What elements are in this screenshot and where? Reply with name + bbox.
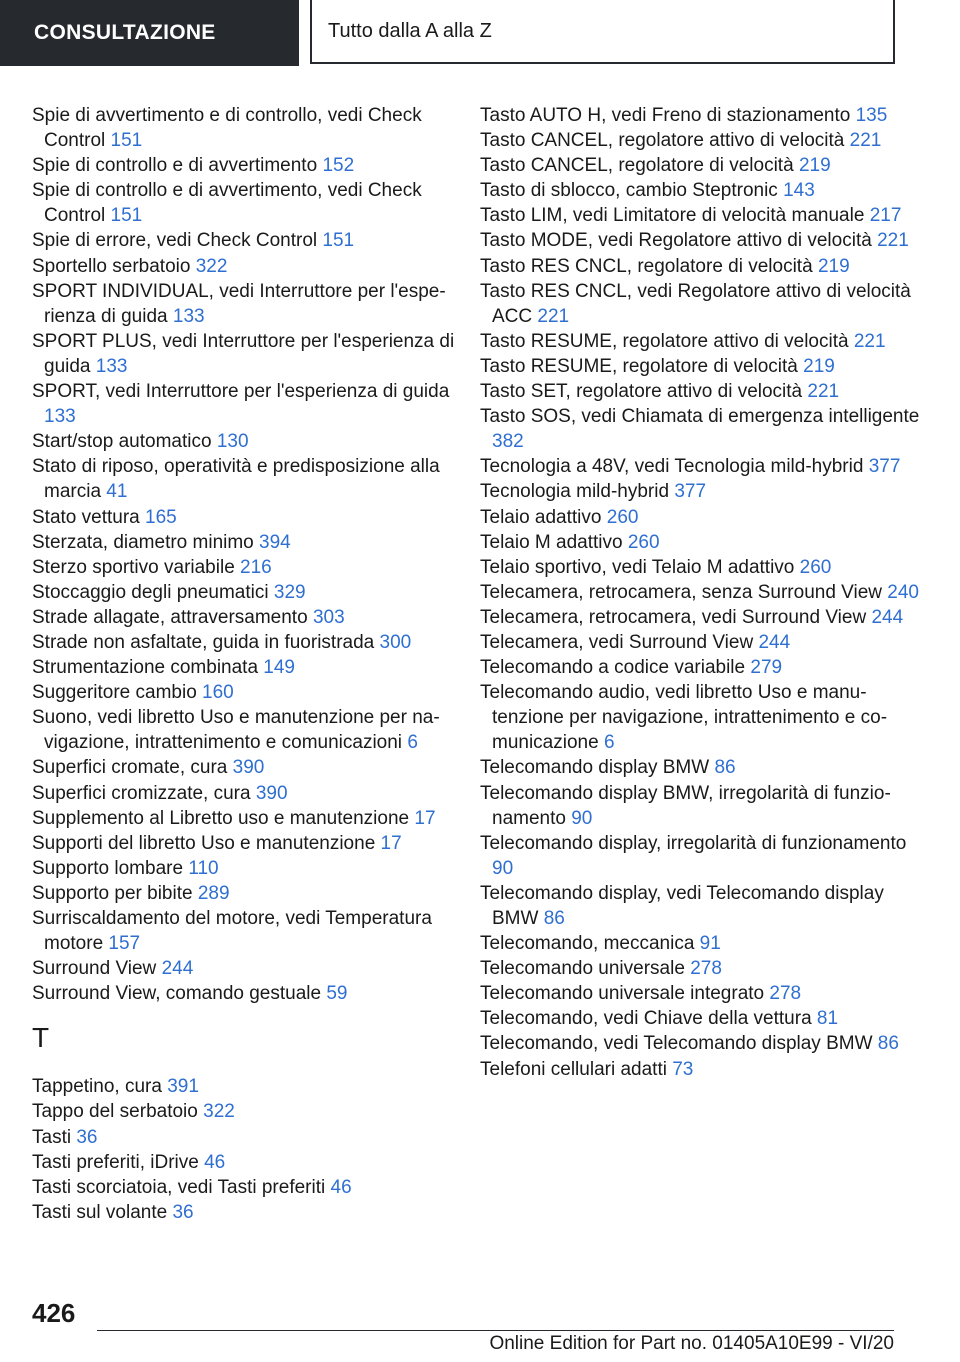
entry-page-link[interactable]: 390	[255, 782, 288, 804]
entry-term: Start/stop automatico	[32, 431, 212, 453]
entry-page-link[interactable]: 322	[203, 1101, 235, 1123]
entry-term: Stato di riposo, operatività e predisposizione alla marcia	[32, 456, 440, 503]
entry-term: Tasto RES CNCL, vedi Regolatore attivo di velocità ACC	[480, 280, 911, 327]
index-entry	[480, 1006, 920, 1031]
index-entry	[32, 655, 457, 680]
index-entry	[32, 505, 457, 530]
entry-page-link[interactable]: 86	[543, 908, 565, 929]
index-entry	[480, 505, 920, 530]
entry-term: Strumentazione combinata	[32, 657, 259, 679]
index-entry	[480, 1057, 920, 1082]
entry-page-link[interactable]: 300	[379, 631, 412, 653]
entry-page-link[interactable]: 221	[853, 330, 886, 352]
index-entry	[32, 254, 457, 279]
entry-term: Stato vettura	[32, 506, 140, 528]
entry-term: Telecomando display BMW	[480, 757, 710, 779]
entry-term: Tecnologia mild-hybrid	[480, 481, 670, 503]
entry-term: Tasto SET, regolatore attivo di velocità	[480, 381, 803, 403]
index-entry	[480, 755, 920, 780]
index-entry	[480, 228, 920, 253]
section-tab: CONSULTAZIONE	[0, 0, 299, 66]
index-entry	[480, 178, 920, 203]
entry-term: Supporto lombare	[32, 857, 184, 879]
entry-term: Tasto LIM, vedi Limitatore di velocità manuale	[480, 205, 865, 227]
entry-term: Tappo del serbatoio	[32, 1101, 198, 1123]
entry-page-link[interactable]: 217	[869, 205, 902, 227]
entry-term: Telaio sportivo, vedi Telaio M adattivo	[480, 556, 795, 578]
entry-page-link[interactable]: 260	[606, 506, 639, 528]
index-entry	[480, 128, 920, 153]
entry-term: Telecomando display BMW, irregolarità di funzionamento	[480, 782, 891, 829]
entry-page-link[interactable]: 152	[322, 155, 355, 177]
index-entry	[32, 630, 457, 655]
index-entry	[480, 655, 920, 680]
entry-page-link[interactable]: 6	[603, 732, 615, 754]
entry-page-link[interactable]: 221	[537, 305, 570, 327]
entry-term: Tasto RESUME, regolatore di velocità	[480, 355, 798, 377]
entry-page-link[interactable]: 133	[172, 305, 205, 327]
index-entry	[480, 203, 920, 228]
entry-page-link[interactable]: 46	[204, 1151, 226, 1173]
entry-term: Telecomando, vedi Chiave della vettura	[480, 1008, 812, 1030]
index-entry	[32, 1099, 457, 1124]
index-entry	[480, 153, 920, 178]
entry-term: Telecomando audio, vedi libretto Uso e manutenzione per navigazione, intrattenimento e comunicazione	[480, 682, 888, 754]
entry-page-link[interactable]: 130	[216, 431, 249, 453]
entry-term: Tasto RES CNCL, regolatore di velocità	[480, 255, 813, 277]
index-entry	[32, 956, 457, 981]
entry-page-link[interactable]: 91	[699, 933, 721, 955]
entry-term: Tecnologia a 48V, vedi Tecnologia mild-hybrid	[480, 456, 864, 478]
entry-page-link[interactable]: 151	[110, 130, 143, 152]
chapter-title: Tutto dalla A alla Z	[310, 0, 895, 64]
entry-term: Telaio adattivo	[480, 506, 602, 528]
index-entry	[32, 981, 457, 1006]
entry-page-link[interactable]: 221	[849, 130, 882, 152]
entry-page-link[interactable]: 36	[76, 1126, 98, 1148]
entry-page-link[interactable]: 219	[798, 155, 831, 177]
index-entry	[32, 1150, 457, 1175]
entry-page-link[interactable]: 86	[877, 1033, 899, 1055]
entry-term: Spie di controllo e di avvertimento	[32, 155, 318, 177]
entry-page-link[interactable]: 17	[380, 832, 402, 854]
index-entry	[32, 555, 457, 580]
entry-page-link[interactable]: 59	[326, 983, 348, 1005]
entry-page-link[interactable]: 86	[714, 757, 736, 779]
entry-term: Stoccaggio degli pneumatici	[32, 581, 269, 603]
entry-page-link[interactable]: 81	[816, 1008, 839, 1030]
entry-term: Supporto per bibite	[32, 882, 193, 904]
index-entry	[480, 981, 920, 1006]
entry-term: Telaio M adattivo	[480, 531, 623, 553]
index-list-s	[32, 103, 457, 1006]
entry-term: Surround View, comando gestuale	[32, 983, 322, 1005]
index-entry	[32, 605, 457, 630]
entry-page-link[interactable]: 133	[95, 355, 128, 377]
index-entry	[480, 454, 920, 479]
entry-page-link[interactable]: 90	[492, 857, 514, 879]
entry-term: Telecamera, retrocamera, senza Surround View	[480, 581, 883, 603]
footer-divider	[97, 1330, 894, 1331]
index-entry	[32, 429, 457, 454]
entry-page-link[interactable]: 221	[807, 381, 840, 403]
entry-term: Strade allagate, attraversamento	[32, 606, 308, 628]
index-entry	[480, 379, 920, 404]
entry-page-link[interactable]: 278	[769, 983, 802, 1005]
index-entry	[480, 103, 920, 128]
index-entry	[480, 555, 920, 580]
index-entry	[480, 605, 920, 630]
entry-term: Sportello serbatoio	[32, 255, 191, 277]
entry-page-link[interactable]: 303	[312, 606, 345, 628]
index-entry	[32, 705, 457, 755]
index-entry	[32, 153, 457, 178]
index-entry	[480, 956, 920, 981]
index-entry	[480, 254, 920, 279]
index-entry	[32, 856, 457, 881]
entry-page-link[interactable]: 244	[871, 606, 904, 628]
entry-term: Tasti	[32, 1126, 72, 1148]
entry-term: Surround View	[32, 958, 157, 980]
entry-page-link[interactable]: 73	[672, 1058, 694, 1080]
entry-term: Suono, vedi libretto Uso e manutenzione per navigazione, intrattenimento e comunicazioni	[32, 707, 440, 754]
index-entry	[32, 530, 457, 555]
index-entry	[32, 580, 457, 605]
entry-page-link[interactable]: 240	[887, 581, 919, 603]
entry-page-link[interactable]: 90	[571, 807, 593, 829]
entry-term: Tasto di sblocco, cambio Steptronic	[480, 180, 778, 202]
entry-term: Tasto CANCEL, regolatore di velocità	[480, 155, 794, 177]
index-entry	[32, 379, 457, 429]
entry-page-link[interactable]: 244	[161, 958, 194, 980]
entry-page-link[interactable]: 322	[195, 255, 228, 277]
index-entry	[32, 228, 457, 253]
entry-page-link[interactable]: 41	[106, 481, 128, 503]
entry-term: Tasto CANCEL, regolatore attivo di velocità	[480, 130, 845, 152]
entry-term: Telecomando a codice variabile	[480, 657, 746, 679]
index-entry	[32, 279, 457, 329]
index-column-right	[480, 103, 920, 1082]
entry-term: Tasto MODE, vedi Regolatore attivo di velocità	[480, 230, 872, 252]
index-entry	[480, 1031, 920, 1056]
entry-page-link[interactable]: 110	[188, 857, 219, 879]
entry-page-link[interactable]: 17	[414, 807, 436, 829]
entry-page-link[interactable]: 133	[44, 406, 76, 428]
index-entry	[32, 329, 457, 379]
entry-term: Tappetino, cura	[32, 1076, 162, 1098]
entry-page-link[interactable]: 260	[627, 531, 660, 553]
index-entry	[480, 680, 920, 755]
index-entry	[32, 755, 457, 780]
entry-page-link[interactable]: 149	[263, 657, 295, 679]
index-entry	[480, 630, 920, 655]
entry-term: Tasto RESUME, regolatore attivo di velocità	[480, 330, 849, 352]
entry-term: Superfici cromizzate, cura	[32, 782, 251, 804]
index-entry	[480, 479, 920, 504]
index-entry	[480, 580, 920, 605]
entry-term: Tasto AUTO H, vedi Freno di stazionamento	[480, 105, 851, 126]
index-entry	[32, 1200, 457, 1225]
entry-page-link[interactable]: 278	[690, 958, 722, 980]
entry-term: Spie di errore, vedi Check Control	[32, 230, 318, 252]
entry-page-link[interactable]: 394	[259, 531, 291, 553]
entry-term: Sterzata, diametro minimo	[32, 531, 254, 553]
entry-term: Supporti del libretto Uso e manutenzione	[32, 832, 376, 854]
entry-page-link[interactable]: 151	[110, 205, 143, 227]
index-entry	[480, 931, 920, 956]
entry-term: Telecomando display, vedi Telecomando display BMW	[480, 882, 884, 929]
entry-term: Suggeritore cambio	[32, 682, 197, 704]
index-entry	[32, 1125, 457, 1150]
entry-term: Spie di avvertimento e di controllo, vedi Check Control	[32, 105, 422, 152]
index-entry	[32, 103, 457, 153]
entry-page-link[interactable]: 382	[492, 431, 524, 453]
index-entry	[32, 1175, 457, 1200]
index-entry	[480, 881, 920, 931]
entry-page-link[interactable]: 46	[330, 1176, 352, 1198]
entry-term: Tasto SOS, vedi Chiamata di emergenza intelligente	[480, 406, 920, 428]
page-header	[0, 0, 960, 66]
entry-page-link[interactable]: 390	[232, 757, 265, 779]
entry-page-link[interactable]: 135	[855, 105, 888, 126]
index-entry	[480, 279, 920, 329]
entry-term: Telecomando display, irregolarità di funzionamento	[480, 832, 907, 854]
entry-page-link[interactable]: 157	[108, 933, 141, 955]
entry-page-link[interactable]: 377	[868, 456, 901, 478]
entry-page-link[interactable]: 279	[750, 657, 783, 679]
entry-term: Sterzo sportivo variabile	[32, 556, 235, 578]
index-entry	[480, 831, 920, 881]
entry-page-link[interactable]: 165	[145, 506, 177, 528]
index-entry	[32, 178, 457, 228]
index-entry	[32, 454, 457, 504]
index-entry	[32, 831, 457, 856]
entry-page-link[interactable]: 160	[202, 682, 234, 704]
entry-term: Spie di controllo e di avvertimento, vedi Check Control	[32, 180, 422, 227]
entry-page-link[interactable]: 151	[322, 230, 355, 252]
entry-page-link[interactable]: 289	[197, 882, 230, 904]
index-entry	[32, 806, 457, 831]
entry-page-link[interactable]: 216	[240, 556, 272, 578]
index-column-left	[32, 103, 457, 1225]
entry-page-link[interactable]: 6	[407, 732, 418, 754]
entry-page-link[interactable]: 219	[817, 255, 850, 277]
entry-term: Superfici cromate, cura	[32, 757, 228, 779]
index-entry	[32, 906, 457, 956]
index-list-t-continued	[480, 103, 920, 1082]
entry-page-link[interactable]: 36	[172, 1201, 194, 1223]
entry-page-link[interactable]: 329	[273, 581, 306, 603]
entry-term: Telecomando universale	[480, 958, 685, 980]
entry-term: SPORT, vedi Interruttore per l'esperienza di guida	[32, 381, 450, 403]
entry-term: Telecomando universale integrato	[480, 983, 765, 1005]
index-entry	[480, 404, 920, 454]
entry-term: SPORT INDIVIDUAL, vedi Interruttore per l'esperienza di guida	[32, 280, 446, 327]
entry-term: Telecamera, retrocamera, vedi Surround View	[480, 606, 867, 628]
entry-term: Surriscaldamento del motore, vedi Temperatura motore	[32, 908, 432, 955]
entry-page-link[interactable]: 391	[167, 1076, 199, 1098]
index-entry	[480, 530, 920, 555]
entry-page-link[interactable]: 219	[803, 355, 835, 377]
entry-term: Telecomando, vedi Telecomando display BMW	[480, 1033, 873, 1055]
entry-term: Supplemento al Libretto uso e manutenzione	[32, 807, 410, 829]
index-entry	[480, 329, 920, 354]
page-number: 426	[32, 1298, 76, 1328]
index-letter-heading: T	[32, 1022, 50, 1054]
index-entry	[480, 781, 920, 831]
edition-note: Online Edition for Part no. 01405A10E99 - VI/20	[489, 1333, 894, 1354]
entry-page-link[interactable]: 143	[783, 180, 815, 202]
index-entry	[32, 781, 457, 806]
entry-term: Tasti preferiti, iDrive	[32, 1151, 199, 1173]
entry-term: Telecamera, vedi Surround View	[480, 631, 754, 653]
index-entry	[480, 354, 920, 379]
index-entry	[32, 1074, 457, 1099]
index-entry	[32, 881, 457, 906]
entry-page-link[interactable]: 244	[758, 631, 791, 653]
index-list-t	[32, 1074, 457, 1225]
entry-term: Strade non asfaltate, guida in fuoristrada	[32, 631, 375, 653]
index-entry	[32, 680, 457, 705]
entry-term: Tasti scorciatoia, vedi Tasti preferiti	[32, 1176, 326, 1198]
entry-term: Telecomando, meccanica	[480, 933, 695, 955]
entry-term: Telefoni cellulari adatti	[480, 1058, 667, 1080]
entry-page-link[interactable]: 377	[674, 481, 707, 503]
entry-term: SPORT PLUS, vedi Interruttore per l'esperienza di guida	[32, 330, 455, 377]
entry-term: Tasti sul volante	[32, 1201, 168, 1223]
entry-page-link[interactable]: 260	[799, 556, 832, 578]
entry-page-link[interactable]: 221	[877, 230, 909, 252]
